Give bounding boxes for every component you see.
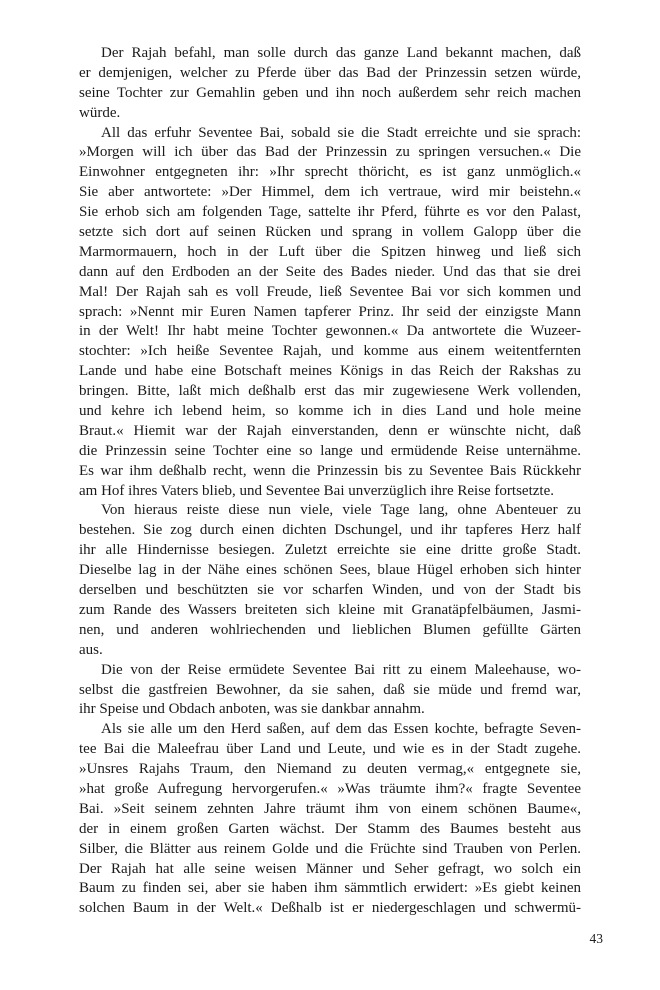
text-line: setzte sich dort auf seinen Rücken und sprang in vollem Galopp über die	[79, 224, 581, 241]
text-line: Der Rajah befahl, man solle durch das ganze Land bekannt machen, daß	[101, 45, 581, 61]
text-line: derselben und beschützten sie vor scharfen Winden, und von der Stadt bis	[79, 582, 581, 599]
text-line: All das erfuhr Seventee Bai, sobald sie die Stadt erreichte und sie sprach:	[101, 124, 581, 141]
text-line: Einwohner entgegneten ihr: »Ihr sprecht thöricht, es ist ganz unmöglich.«	[79, 164, 581, 181]
text-line: Lande und habe eine Botschaft meines Königs in das Reich der Rakshas zu	[79, 363, 581, 380]
text-line: Der Rajah hat alle seine weisen Männer und Seher gefragt, wo solch ein	[79, 860, 581, 877]
text-line: er demjenigen, welcher zu Pferde über das Bad der Prinzessin setzen würde,	[79, 64, 581, 81]
paragraph	[79, 44, 581, 124]
text-line: Baum zu finden sei, aber sie haben ihm sämmtlich erwidert: »Es giebt keinen	[79, 880, 581, 897]
text-line: würde.	[79, 104, 121, 121]
text-line: selbst die gastfreien Bewohner, da sie sahen, daß sie müde und fremd war,	[79, 681, 581, 698]
text-line: Dieselbe lag in der Nähe eines schönen Sees, blaue Hügel erhoben sich hinter	[79, 562, 581, 579]
text-line: »Morgen will ich über das Bad der Prinzessin zu springen versuchen.« Die	[79, 144, 581, 161]
text-line: bestehen. Sie zog durch einen dichten Dschungel, und ihr tapferes Herz half	[79, 522, 581, 539]
text-line: dann auf den Erdboden an der Seite des Bades nieder. Und das that sie drei	[79, 263, 581, 280]
text-line: Die von der Reise ermüdete Seventee Bai ritt zu einem Maleehause, wo-	[101, 661, 581, 678]
text-line: ihr alle Hindernisse besiegen. Zuletzt erreichte sie eine dritte große Stadt.	[79, 542, 581, 559]
text-line: nen, und anderen wohlriechenden und lieblichen Blumen gefüllte Gärten	[79, 621, 581, 638]
text-line: Sie erhob sich am folgenden Tage, sattelte ihr Pferd, führte es vor den Palast,	[79, 204, 581, 221]
text-line: die Prinzessin seine Tochter eine so lange und ermüdende Reise unternähme.	[79, 442, 581, 459]
text-line: der in einem großen Garten wächst. Der Stamm des Baumes besteht aus	[79, 820, 581, 837]
paragraph	[79, 720, 581, 919]
paragraph	[79, 124, 581, 502]
text-line: Marmormauern, hoch in der Luft über die Spitzen hinweg und ließ sich	[79, 243, 581, 260]
page-text	[79, 44, 581, 919]
text-line: Sie aber antwortete: »Der Himmel, dem ich vertraue, wird mir beistehn.«	[79, 184, 581, 201]
text-line: aus.	[79, 641, 103, 658]
text-line: sprach: »Nennt mir Euren Namen tapferer Prinz. Ihr seid der einzigste Mann	[79, 303, 581, 320]
text-line: und kehre ich lebend heim, so komme ich in dies Land und hole meine	[79, 403, 581, 420]
text-line: tee Bai die Maleefrau über Land und Leute, und wie es in der Stadt zugehe.	[79, 741, 581, 758]
page-number: 43	[589, 931, 603, 946]
text-line: »Unsres Rajahs Traum, den Niemand zu deuten vermag,« entgegnete sie,	[79, 761, 581, 778]
text-line: seine Tochter zur Gemahlin geben und ihn noch außerdem sehr reich machen	[79, 84, 581, 101]
text-line: stochter: »Ich heiße Seventee Rajah, und komme aus einem weitentfernten	[79, 343, 581, 360]
text-line: »hat große Aufregung hervorgerufen.« »Was träumte ihm?« fragte Seventee	[79, 780, 581, 797]
text-line: am Hof ihres Vaters blieb, und Seventee Bai unverzüglich ihre Reise fortsetzte.	[79, 482, 554, 499]
text-line: bringen. Bitte, laßt mich deßhalb erst das mir zugewiesene Werk vollenden,	[79, 383, 581, 400]
paragraph	[79, 661, 581, 721]
text-line: Es war ihm deßhalb recht, wenn die Prinzessin bis zu Seventee Bais Rückkehr	[79, 462, 581, 479]
text-line: Bai. »Seit seinem zehnten Jahre träumt ihm von einem schönen Baume«,	[79, 800, 581, 817]
text-line: Als sie alle um den Herd saßen, auf dem das Essen kochte, befragte Seven-	[101, 721, 581, 738]
paragraph	[79, 501, 581, 660]
text-line: solchen Baum in der Welt.« Deßhalb ist er niedergeschlagen und schwermü-	[79, 900, 581, 917]
text-line: Mal! Der Rajah sah es voll Freude, ließ Seventee Bai vor sich kommen und	[79, 283, 581, 300]
text-line: Braut.« Hiemit war der Rajah einverstanden, denn er wünschte nicht, daß	[79, 422, 581, 439]
text-line: in der Welt! Ihr habt meine Tochter gewonnen.« Da antwortete die Wuzeer-	[79, 323, 581, 340]
text-line: ihr Speise und Obdach anboten, was sie dankbar annahm.	[79, 701, 425, 718]
text-line: Silber, die Blätter aus reinem Golde und die Früchte sind Trauben von Perlen.	[79, 840, 581, 857]
text-line: zum Rande des Wassers breiteten sich kleine mit Granatäpfelbäumen, Jasmi-	[79, 601, 581, 618]
text-line: Von hieraus reiste diese nun viele, viele Tage lang, ohne Abenteuer zu	[101, 502, 581, 519]
